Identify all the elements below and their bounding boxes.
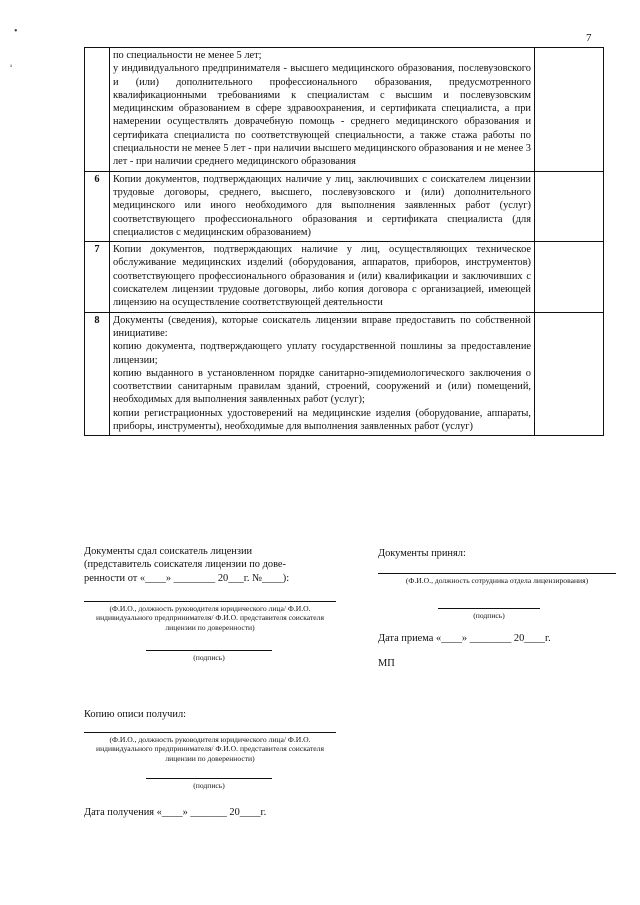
accept-date: Дата приема «____» ________ 20____г. <box>378 633 551 644</box>
row-description <box>110 171 535 241</box>
page-number: 7 <box>586 32 592 44</box>
row-description <box>110 242 535 312</box>
row-paragraph: по специальности не менее 5 лет; <box>113 50 262 61</box>
accepted-title: Документы принял: <box>378 548 466 559</box>
row-paragraph: копии регистрационных удостоверений на медицинские изделия (оборудование, аппараты, приборы, инструменты), необходимые для выполнения заявленных работ (услуг) <box>113 407 531 433</box>
row-mark-cell <box>535 48 604 172</box>
row-number: 7 <box>85 242 110 312</box>
submitter-signature-caption: (подпись) <box>193 653 225 662</box>
table-row <box>85 171 604 241</box>
receiver-caption: (Ф.И.О., должность руководителя юридического лица/ Ф.И.О. индивидуального предпринимателя/ Ф.И.О. представителя соискателя лицензии по доверенности) <box>96 735 324 763</box>
row-paragraph: Копии документов, подтверждающих наличие у лиц, заключивших с соискателем лицензии трудовые договоры, среднего, высшего, послевузовского и (или) дополнительного медицинского или иного необходимого для выполнения заявленных работ (услуг) соответствующего профессионального образования и сертификата специалиста (для специалистов с медицинским образованием) <box>113 173 531 238</box>
submitter-signature-line <box>146 650 272 651</box>
receiver-name-line <box>84 732 336 733</box>
row-description <box>110 48 535 172</box>
row-description <box>110 312 535 436</box>
accepter-signature-line <box>438 608 540 609</box>
submitted-line-3: ренности от «____» ________ 20___г. №____): <box>84 572 290 584</box>
accepter-caption: (Ф.И.О., должность сотрудника отдела лицензирования) <box>405 576 589 585</box>
scan-mark: • <box>14 26 18 37</box>
row-mark-cell <box>535 312 604 436</box>
row-paragraph: копию выданного в установленном порядке санитарно-эпидемиологического заключения о соответствии санитарным правилам зданий, строений, сооружений и (или) помещений, необходимых для выполнения заявленных работ (услуг); <box>113 367 531 406</box>
received-title: Копию описи получил: <box>84 709 187 720</box>
submitter-name-line <box>84 601 336 602</box>
row-paragraph: Документы (сведения), которые соискатель лицензии вправе предоставить по собственной инициативе: <box>113 314 531 339</box>
receiver-signature-line <box>146 778 272 779</box>
table-row <box>85 312 604 436</box>
table-row <box>85 242 604 312</box>
stamp-place: МП <box>378 658 395 669</box>
row-number <box>85 48 110 172</box>
accepter-name-line <box>378 573 616 574</box>
row-number: 8 <box>85 312 110 436</box>
documents-table <box>84 47 604 436</box>
row-paragraph: Копии документов, подтверждающих наличие у лиц, осуществляющих техническое обслуживание медицинских изделий (оборудования, аппаратов, приборов, инструментов) соответствующего профессионального образования и (или) квалификации и заключивших с соискателем лицензии трудовые договоры, либо копия договора с организацией, имеющей лицензию на осуществление соответствующей деятельности <box>113 244 531 309</box>
receive-date: Дата получения «____» _______ 20____г. <box>84 807 267 818</box>
row-number: 6 <box>85 171 110 241</box>
submitted-line-2: (представитель соискателя лицензии по дове- <box>84 559 286 571</box>
row-mark-cell <box>535 171 604 241</box>
row-paragraph: у индивидуального предпринимателя - высшего медицинского образования, послевузовского и (или) дополнительного профессионального образования, предусмотренного квалификационными требованиями к специалистам с высшим и послевузовским медицинским образованием в сфере здравоохранения, и сертификата специалиста, а при намерении осуществлять доврачебную помощь - среднего медицинского образования и сертификата специалиста по соответствующей специальности, а также стажа работы по специальности не менее 5 лет - при наличии высшего медицинского образования и не менее 3 лет - при наличии среднего медицинского образования <box>113 63 531 168</box>
submitted-line-1: Документы сдал соискатель лицензии <box>84 546 253 557</box>
accepter-signature-caption: (подпись) <box>473 611 505 620</box>
receiver-signature-caption: (подпись) <box>193 781 225 790</box>
submitted-block <box>84 545 359 585</box>
scan-mark: ᵃ <box>10 62 13 71</box>
table-row <box>85 48 604 172</box>
row-mark-cell <box>535 242 604 312</box>
row-paragraph: копию документа, подтверждающего уплату государственной пошлины за предоставление лицензии; <box>113 341 531 366</box>
submitter-caption: (Ф.И.О., должность руководителя юридического лица/ Ф.И.О. индивидуального предпринимателя/ Ф.И.О. представителя соискателя лицензии по доверенности) <box>96 604 324 632</box>
